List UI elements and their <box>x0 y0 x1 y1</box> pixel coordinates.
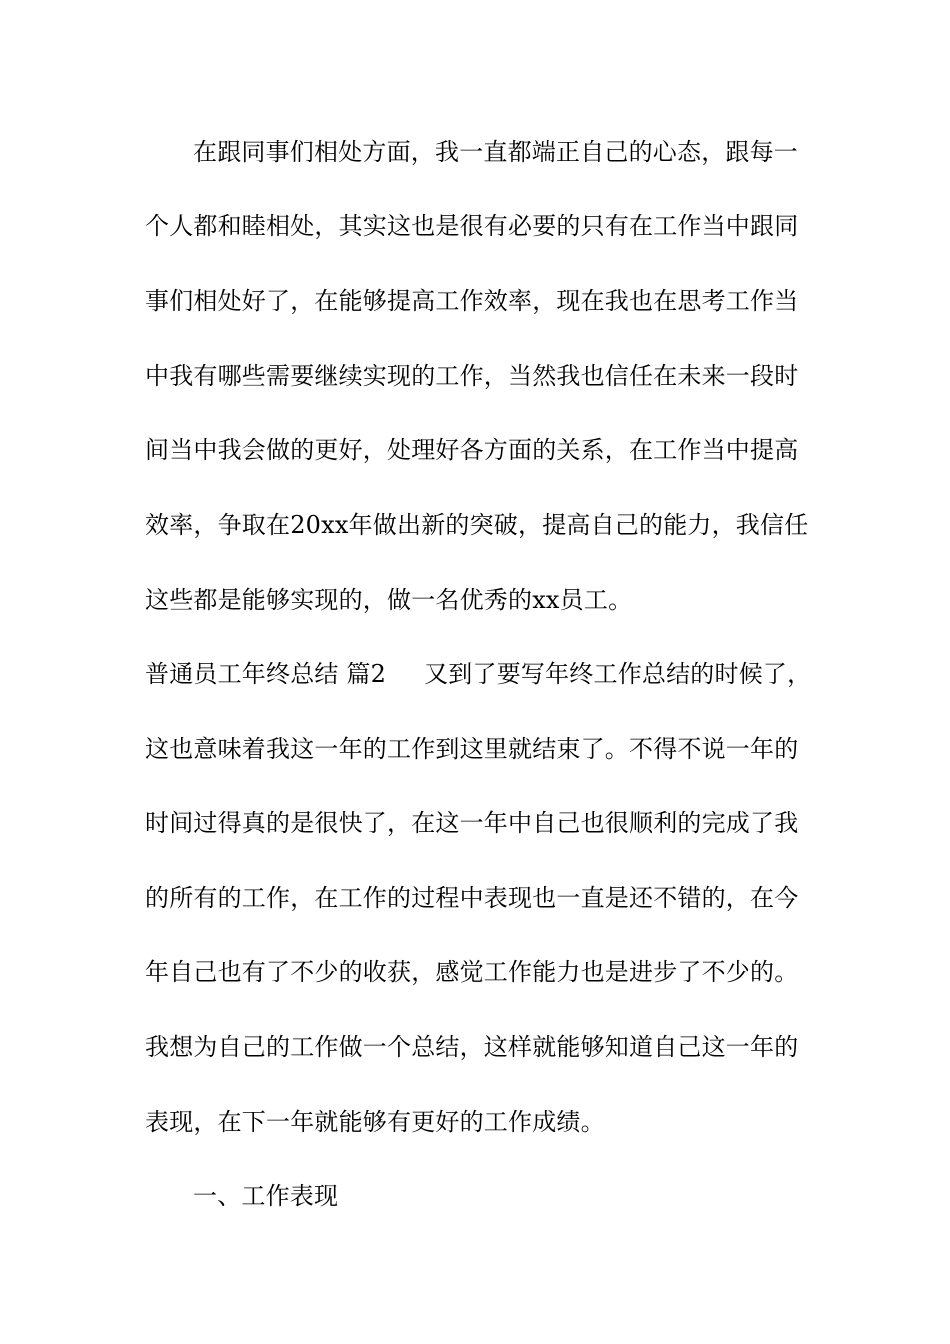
paragraph-line: 个人都和睦相处，其实这也是很有必要的只有在工作当中跟同 <box>145 212 799 240</box>
paragraph-line: 间当中我会做的更好，处理好各方面的关系，在工作当中提高 <box>145 436 799 464</box>
paragraph-line: 中我有哪些需要继续实现的工作，当然我也信任在未来一段时 <box>145 362 799 390</box>
paragraph-line: 时间过得真的是很快了，在这一年中自己也很顺利的完成了我 <box>145 809 799 837</box>
paragraph-line: 的所有的工作，在工作的过程中表现也一直是还不错的，在今 <box>145 884 799 912</box>
section-title: 普通员工年终总结 篇2 <box>145 660 387 688</box>
paragraph-line: 这些都是能够实现的，做一名优秀的xx员工。 <box>145 586 633 614</box>
paragraph-first-line: 又到了要写年终工作总结的时候了， <box>424 660 812 688</box>
paragraph-line: 我想为自己的工作做一个总结，这样就能够知道自己这一年的 <box>145 1033 799 1061</box>
paragraph-line: 年自己也有了不少的收获，感觉工作能力也是进步了不少的。 <box>145 958 799 986</box>
paragraph-line: 表现，在下一年就能够有更好的工作成绩。 <box>145 1108 605 1136</box>
paragraph-line: 这也意味着我这一年的工作到这里就结束了。不得不说一年的 <box>145 735 799 763</box>
section-heading-line <box>145 659 845 689</box>
paragraph-line: 事们相处好了，在能够提高工作效率，现在我也在思考工作当 <box>145 287 799 315</box>
paragraph-line: 效率，争取在20xx年做出新的突破，提高自己的能力，我信任 <box>145 511 809 539</box>
subheading: 一、工作表现 <box>193 1182 339 1210</box>
paragraph-line: 在跟同事们相处方面，我一直都端正自己的心态，跟每一 <box>193 138 798 166</box>
